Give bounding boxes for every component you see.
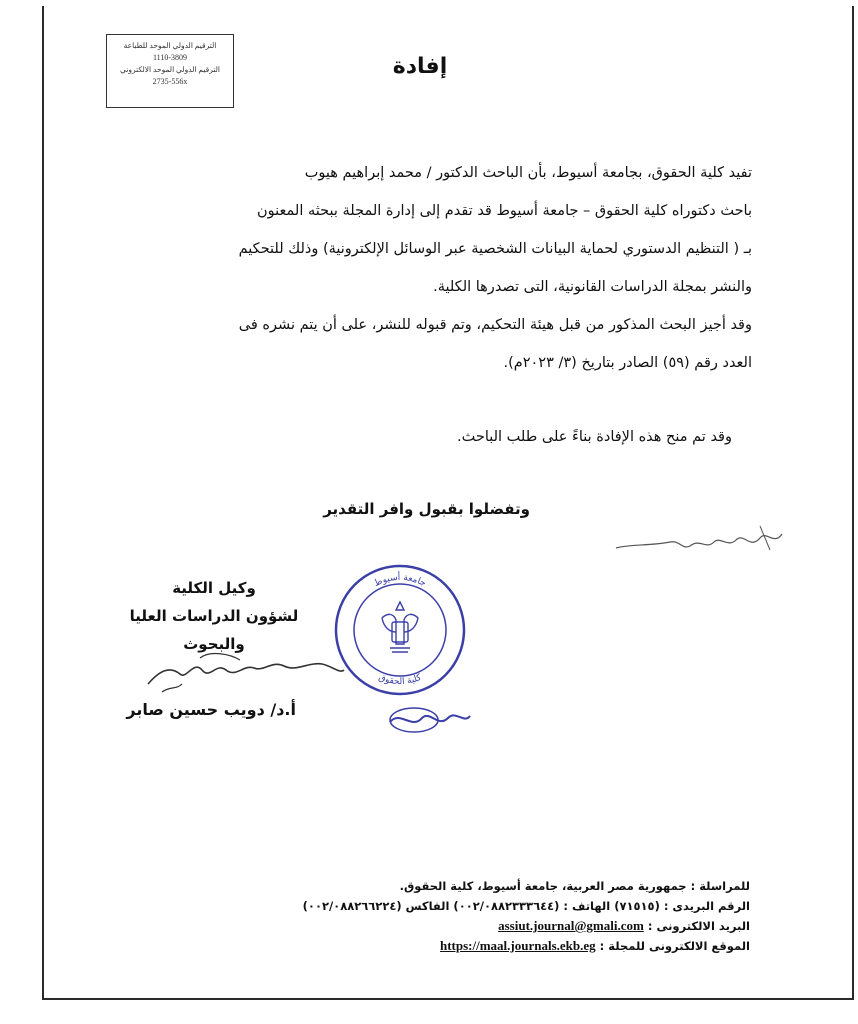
issn-online-label: الترقيم الدولي الموحد الالكتروني xyxy=(119,65,220,74)
page-title: إفادة xyxy=(392,54,448,79)
footer-email-row xyxy=(190,916,750,936)
issn-online-number: 2735-556x xyxy=(152,77,188,86)
issn-print-label: الترقيم الدولي الموحد للطباعة xyxy=(123,41,217,50)
footer-website-link[interactable]: https://maal.journals.ekb.eg xyxy=(440,938,596,953)
signer-name: أ.د/ دويب حسين صابر xyxy=(126,700,296,719)
issn-box xyxy=(106,34,234,108)
paragraph-line: والنشر بمجلة الدراسات القانونية، التى تصدرها الكلية. xyxy=(433,279,752,295)
svg-text:كلية الحقوق xyxy=(377,673,424,688)
footer-email-link[interactable]: assiut.journal@gmali.com xyxy=(498,918,644,933)
dean-signature xyxy=(140,640,350,700)
stamp-top-text: جامعة أسيوط xyxy=(372,572,428,589)
footer-address: للمراسلة : جمهورية مصر العربية، جامعة أسيوط، كلية الحقوق. xyxy=(399,879,750,893)
handwritten-date xyxy=(384,700,474,736)
stamp-bottom-text: كلية الحقوق xyxy=(377,672,423,688)
university-stamp xyxy=(330,560,470,700)
closing-line: وتفضلوا بقبول وافر التقدير xyxy=(323,500,530,518)
footer-contact xyxy=(190,876,750,956)
paragraph-line: العدد رقم (٥٩) الصادر بتاريخ (٣/ ٢٠٢٣م). xyxy=(503,355,752,371)
footer-email-label: البريد الالكترونى : xyxy=(647,919,750,933)
paragraph-line: وقد أجيز البحث المذكور من قبل هيئة التحكيم، وتم قبوله للنشر، على أن يتم نشره فى xyxy=(238,317,752,333)
footer-phones: الرقم البريدى : (٧١٥١٥) الهاتف : (٠٠٢/٠٨٨٢٣٣٣٦٤٤) الفاكس (٠٠٢/٠٨٨٢٦٦٢٢٤) xyxy=(302,899,750,913)
paragraph-intro xyxy=(92,154,752,306)
paragraph-acceptance xyxy=(92,306,752,382)
eagle-emblem-icon xyxy=(382,602,418,652)
paragraph-granted xyxy=(92,418,752,456)
initials-signature xyxy=(610,520,790,560)
issn-print-number: 1110-3809 xyxy=(152,53,188,62)
paragraph-line: بـ ( التنظيم الدستوري لحماية البيانات الشخصية عبر الوسائل الإلكترونية) وذلك للتحكيم xyxy=(238,241,752,257)
paragraph-line: وقد تم منح هذه الإفادة بناءً على طلب الباحث. xyxy=(457,429,732,445)
signature-title-line1: وكيل الكلية xyxy=(172,579,256,597)
signature-title-line2: لشؤون الدراسات العليا والبحوث xyxy=(129,607,299,653)
footer-website-label: الموقع الالكترونى للمجلة : xyxy=(599,939,750,953)
footer-website-row xyxy=(190,936,750,956)
paragraph-line: تفيد كلية الحقوق، بجامعة أسيوط، بأن الباحث الدكتور / محمد إبراهيم هيوب xyxy=(304,165,752,181)
svg-text:جامعة أسيوط xyxy=(373,571,428,589)
paragraph-line: باحث دكتوراه كلية الحقوق – جامعة أسيوط قد تقدم إلى إدارة المجلة ببحثه المعنون xyxy=(257,203,752,219)
